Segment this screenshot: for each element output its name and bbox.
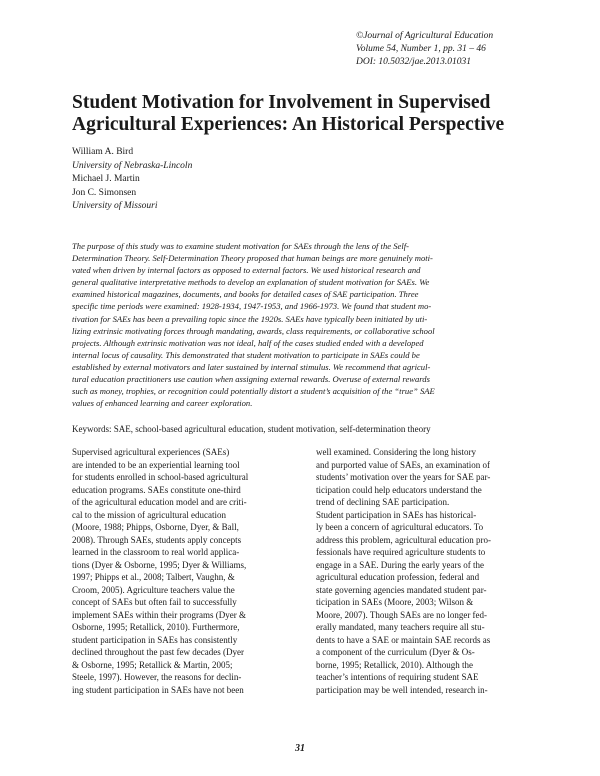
abstract-line: projects. Although extrinsic motivation was not ideal, half of the cases studied ended with a developed xyxy=(72,337,424,348)
abstract-line: The purpose of this study was to examine student motivation for SAEs through the lens of the Self- xyxy=(72,241,409,251)
body-line: 2008). Through SAEs, students apply concepts xyxy=(72,534,242,545)
body-line: implement SAEs within their programs (Dyer & xyxy=(72,609,246,620)
body-line: well examined. Considering the long history xyxy=(316,447,476,457)
body-line: erally mandated, many teachers require all stu- xyxy=(316,622,485,632)
body-line: are intended to be an experiential learning tool xyxy=(72,459,240,470)
body-line: state governing agencies mandated student par- xyxy=(316,584,487,595)
page-number: 31 xyxy=(295,743,305,754)
abstract-line: lizing extrinsic motivating forces through mandating, awards, class requirements, or collaborative school xyxy=(72,325,435,336)
body-line: education programs. SAEs constitute one-third xyxy=(72,484,241,495)
journal-volume: Volume 54, Number 1, pp. 31 – 46 xyxy=(356,44,486,54)
keywords: Keywords: SAE, school-based agricultural education, student motivation, self-determination theory xyxy=(72,424,431,434)
body-line: ly been a concern of agricultural educators. To xyxy=(316,522,484,532)
abstract-line: values of enhanced learning and career exploration. xyxy=(72,398,253,409)
author-name: Michael J. Martin xyxy=(72,174,140,185)
journal-doi: DOI: 10.5032/jae.2013.01031 xyxy=(356,57,472,67)
body-line: Steele, 1997). However, the reasons for declin- xyxy=(72,672,242,682)
abstract-line: such as money, trophies, or recognition could potentially distort a student’s acquisition of the “true” SAE xyxy=(72,386,435,397)
author-list xyxy=(72,146,372,214)
author-name: Jon C. Simonsen xyxy=(72,187,137,198)
body-line: teacher’s intentions of requiring student SAE xyxy=(316,672,479,682)
body-line: learned in the classroom to real world applica- xyxy=(72,547,240,557)
body-line: concept of SAEs but often fail to successfully xyxy=(72,597,237,607)
abstract xyxy=(72,240,532,409)
body-line: ticipation in SAEs (Moore, 2003; Wilson & xyxy=(316,597,474,607)
body-line: for students enrolled in school-based agricultural xyxy=(72,472,249,482)
body-line: students’ motivation over the years for SAE par- xyxy=(316,472,491,482)
body-line: ticipation could help educators understand the xyxy=(316,484,482,495)
body-line: Osborne, 1995; Retallick, 2010). Furthermore, xyxy=(72,622,240,632)
author-affiliation: University of Nebraska-Lincoln xyxy=(72,160,193,171)
body-line: participation may be well intended, research in- xyxy=(316,684,488,695)
body-line: Moore, 2007). Though SAEs are no longer fed- xyxy=(316,609,488,620)
author-name: William A. Bird xyxy=(72,147,134,157)
author-affiliation: University of Missouri xyxy=(72,201,158,212)
body-line: tions (Dyer & Osborne, 1995; Dyer & Williams, xyxy=(72,559,247,570)
body-line: ing student participation in SAEs have not been xyxy=(72,684,244,695)
body-line: borne, 1995; Retallick, 2010). Although the xyxy=(316,659,473,670)
body-line: engage in a SAE. During the early years of the xyxy=(316,559,484,570)
body-line: 1997; Phipps et al., 2008; Talbert, Vaughn, & xyxy=(72,572,235,582)
body-line: and purported value of SAEs, an examination of xyxy=(316,459,490,470)
abstract-line: specific time periods were examined: 1928-1934, 1947-1953, and 1966-1973. We found that student mo- xyxy=(72,301,432,312)
body-line: agricultural education profession, federal and xyxy=(316,572,480,582)
abstract-line: tivation for SAEs has been a prevailing topic since the 1920s. SAEs have typically been initiated by uti- xyxy=(72,313,428,324)
body-line: cal to the mission of agricultural education xyxy=(72,509,226,520)
body-line: Student participation in SAEs has historical- xyxy=(316,509,477,520)
body-line: Supervised agricultural experiences (SAEs) xyxy=(72,447,230,457)
body-line: declined throughout the past few decades (Dyer xyxy=(72,647,244,657)
journal-citation xyxy=(356,30,556,69)
body-line: dents to have a SAE or maintain SAE records as xyxy=(316,634,491,645)
article-title xyxy=(72,92,542,136)
body-line: fessionals have required agriculture students to xyxy=(316,547,486,557)
body-line: Croom, 2005). Agriculture teachers value the xyxy=(72,584,235,595)
abstract-line: general qualitative interpretative methods to develop an explanation of student motivation for SAEs. We xyxy=(72,277,430,288)
body-line: & Osborne, 1995; Retallick & Martin, 2005; xyxy=(72,659,233,670)
body-column-left xyxy=(72,446,292,696)
title-line: Student Motivation for Involvement in Supervised xyxy=(72,92,491,113)
journal-name: ©Journal of Agricultural Education xyxy=(356,31,494,41)
abstract-line: examined historical magazines, documents, and books for detailed cases of SAE participation. Three xyxy=(72,289,419,300)
body-line: (Moore, 1988; Phipps, Osborne, Dyer, & Ball, xyxy=(72,522,239,532)
abstract-line: established by external motivators and later sustained by internal stimulus. We recommend that agricul- xyxy=(72,361,431,372)
body-line: student participation in SAEs has consistently xyxy=(72,634,238,645)
abstract-line: tural education practitioners use caution when assigning external rewards. Overuse of external rewards xyxy=(72,374,430,385)
body-line: of the agricultural education model and are criti- xyxy=(72,497,247,507)
body-line: trend of declining SAE participation. xyxy=(316,497,450,507)
body-column-right xyxy=(316,446,536,696)
body-line: address this problem, agricultural education pro- xyxy=(316,534,491,545)
body-line: a component of the curriculum (Dyer & Os- xyxy=(316,647,475,657)
abstract-line: internal locus of causality. This demonstrated that student motivation to participate in SAEs could be xyxy=(72,349,420,360)
abstract-line: vated when driven by internal factors as opposed to external factors. We used historical research and xyxy=(72,265,421,276)
abstract-line: Determination Theory. Self-Determination Theory proposed that human beings are more genuinely moti- xyxy=(72,253,433,264)
title-line: Agricultural Experiences: An Historical Perspective xyxy=(72,114,505,135)
